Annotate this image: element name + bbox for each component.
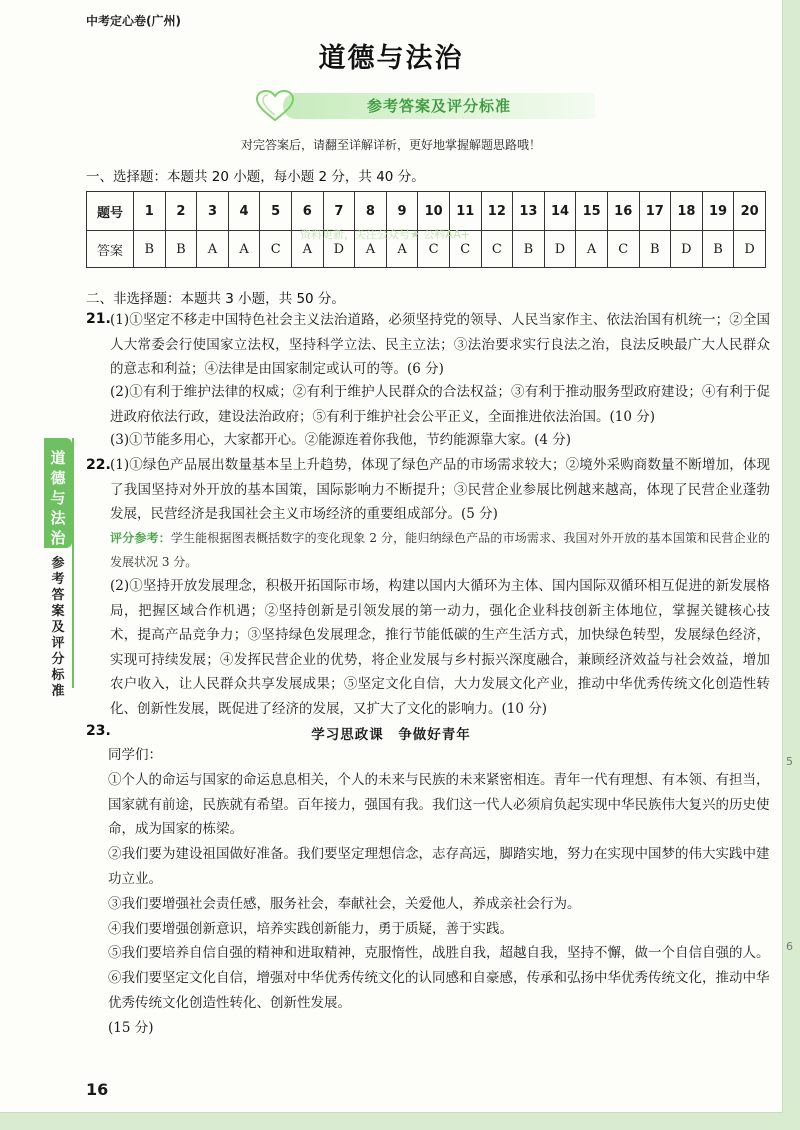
score-text: 学生能根据图表概括数字的变化现象 2 分，能归纳绿色产品的市场需求、我国对外开放的基本国策和民营企业的发展状况 3 分。 [110,531,770,569]
side-subject-tab-text: 道德与法治 [50,449,66,547]
answer-cell: C [449,231,481,268]
watermark: 资料更新，关注公众号★ 公科AA+ [300,228,470,241]
question-number-cell: 11 [449,192,481,231]
side-subtitle [46,556,70,700]
answer-cell: B [639,231,671,268]
q21-number: 21. [86,311,111,327]
question-number-cell: 12 [481,192,513,231]
answer-cell: A [355,231,387,268]
margin-mark: 6 [786,940,793,953]
question-number-cell: 2 [165,192,197,231]
answer-cell: D [544,231,576,268]
essay-paragraph: ④我们要增强创新意识，培养实践创新能力，勇于质疑，善于实践。 [108,920,513,937]
question-number-cell: 6 [291,192,323,231]
question-number-cell: 4 [228,192,260,231]
row-label-answers: 答案 [87,231,134,268]
q21-part3: (3)①节能多用心，大家都开心。②能源连着你我他，节约能源靠大家。(4 分) [110,432,572,448]
page-title: 道德与法治 [318,43,464,74]
q23-number: 23. [86,723,111,739]
question-number-cell: 8 [355,192,387,231]
score-label: 评分参考： [110,531,171,545]
table-row-numbers [87,192,766,231]
question-number-cell: 17 [639,192,671,231]
q21-part2: (2)①有利于维护法律的权威；②有利于维护人民群众的合法权益；③有利于推动服务型政府建设；④有利于促进政府依法行政，建设法治政府；⑤有利于维护社会公平正义，全面推进依法治国。(10 分) [110,384,770,425]
q23-essay [108,743,772,1041]
question-number-cell: 1 [134,192,166,231]
question-number-cell: 10 [418,192,450,231]
row-label-numbers: 题号 [87,192,134,231]
essay-paragraph: ②我们要为建设祖国做好准备。我们要坚定理想信念，志存高远，脚踏实地，努力在实现中国梦的伟大实践中建功立业。 [108,846,770,887]
page-number: 16 [86,1080,109,1099]
question-number-cell: 20 [734,192,766,231]
question-number-cell: 7 [323,192,355,231]
q23-title: 学习思政课 争做好青年 [311,727,471,743]
question-number-cell: 16 [607,192,639,231]
q22-part2: (2)①坚持开放发展理念，积极开拓国际市场，构建以国内大循环为主体、国内国际双循环相互促进的新发展格局，把握区域合作机遇；②坚持创新是引领发展的第一动力，强化企业科技创新主体地位，掌握关键核心技术，提高产品竞争力；③坚持绿色发展理念，推行节能低碳的生产生活方式，加快绿色转型，发展绿色经济，实现可持续发展；④发挥民营企业的优势，将企业发展与乡村振兴深度融合，兼顾经济效益与社会效益，增加农户收入，让人民群众共享发展成果；⑤坚定文化自信，大力发展文化产业，推动中华优秀传统文化创造性转化、创新性发展，既促进了经济的发展，又扩大了文化的影响力。(10 分) [110,578,770,717]
answer-cell: D [734,231,766,268]
q21-part1: (1)①坚定不移走中国特色社会主义法治道路，必须坚持党的领导、人民当家作主、依法治国有机统一；②全国人大常委会行使国家立法权，坚持科学立法、民主立法；③法治要求实行良法之治，良法反映最广大人民群众的意志和利益；④法律是由国家制定或认可的等。(6 分) [110,312,770,377]
essay-score: (15 分) [108,1019,154,1036]
tip-text: 对完答案后，请翻至详解详析，更好地掌握解题思路哦！ [240,138,541,152]
side-divider [72,438,74,688]
section2-heading: 二、非选择题：本题共 3 小题，共 50 分。 [86,291,345,307]
question-number-cell: 18 [671,192,703,231]
answer-cell: C [418,231,450,268]
answer-cell: B [134,231,166,268]
essay-greeting: 同学们： [108,747,162,763]
answer-cell: B [165,231,197,268]
side-subtitle-text: 参考答案及评分标准 [51,556,65,699]
question-number-cell: 19 [702,192,734,231]
essay-paragraph: ⑥我们要坚定文化自信，增强对中华优秀传统文化的认同感和自豪感，传承和弘扬中华优秀传统文化，推动中华优秀传统文化创造性转化、创新性发展。 [108,970,770,1011]
q22-score-note [110,526,770,574]
question-number-cell: 15 [576,192,608,231]
banner [255,90,595,122]
essay-paragraph: ③我们要增强社会责任感，服务社会，奉献社会，关爱他人，养成亲社会行为。 [108,895,581,912]
answer-cell: B [513,231,545,268]
section1-heading: 一、选择题：本题共 20 小题，每小题 2 分，共 40 分。 [86,169,425,185]
answer-cell: C [260,231,292,268]
q22-number: 22. [86,457,111,473]
answer-cell: B [702,231,734,268]
answer-cell: A [386,231,418,268]
banner-label: 参考答案及评分标准 [283,93,595,119]
q22-part1: (1)①绿色产品展出数量基本呈上升趋势，体现了绿色产品的市场需求较大；②境外采购商数量不断增加，体现了我国坚持对外开放的基本国策，国际影响力不断提升；③民营企业参展比例越来越高，体现了民营企业蓬勃发展，民营经济是我国社会主义市场经济的重要组成部分。(5 分) [110,457,770,522]
question-number-cell: 14 [544,192,576,231]
question-number-cell: 5 [260,192,292,231]
side-subject-tab [44,438,72,548]
heart-icon [255,89,295,123]
essay-paragraph: ①个人的命运与国家的命运息息相关，个人的未来与民族的未来紧密相连。青年一代有理想、有本领、有担当，国家就有前途，民族就有希望。百年接力，强国有我。我们这一代人必须肩负起实现中华民族伟大复兴的历史使命，成为国家的栋梁。 [108,771,770,838]
series-name: 中考定心卷(广州) [86,14,181,28]
answer-cell: A [228,231,260,268]
essay-paragraph: ⑤我们要培养自信自强的精神和进取精神，克服惰性，战胜自我，超越自我，坚持不懈，做一个自信自强的人。 [108,945,770,962]
answer-cell: C [607,231,639,268]
margin-mark: 5 [786,755,793,768]
answer-cell: D [323,231,355,268]
answer-cell: D [671,231,703,268]
answer-cell: C [481,231,513,268]
answer-cell: A [197,231,229,268]
question-number-cell: 13 [513,192,545,231]
question-number-cell: 3 [197,192,229,231]
question-number-cell: 9 [386,192,418,231]
answer-cell: A [576,231,608,268]
answer-cell: A [291,231,323,268]
